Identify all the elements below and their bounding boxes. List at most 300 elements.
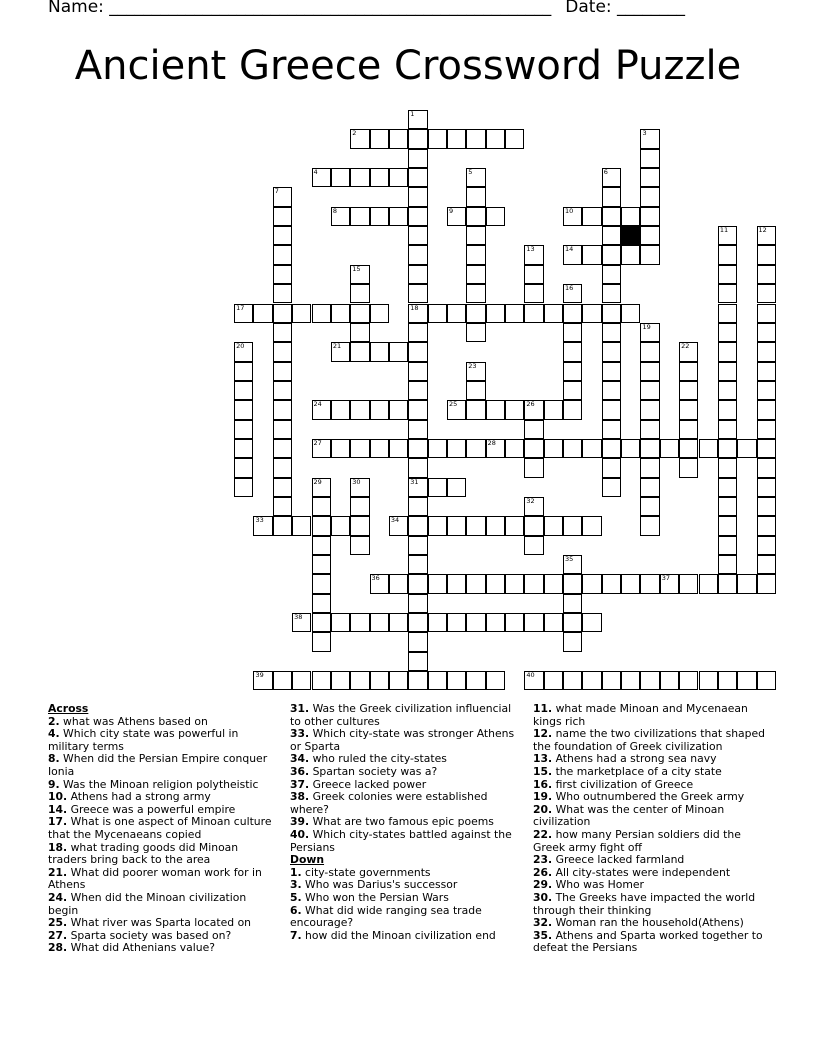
- grid-cell[interactable]: [466, 245, 485, 264]
- grid-cell[interactable]: [389, 342, 408, 361]
- grid-cell[interactable]: [466, 362, 485, 381]
- grid-cell[interactable]: [370, 342, 389, 361]
- grid-cell[interactable]: [544, 304, 563, 323]
- grid-cell[interactable]: [563, 632, 582, 651]
- grid-cell[interactable]: [389, 439, 408, 458]
- grid-cell[interactable]: [428, 613, 447, 632]
- grid-cell[interactable]: [621, 207, 640, 226]
- grid-cell[interactable]: [679, 381, 698, 400]
- grid-cell[interactable]: [640, 323, 659, 342]
- grid-cell[interactable]: [273, 400, 292, 419]
- grid-cell[interactable]: [640, 497, 659, 516]
- grid-cell[interactable]: [524, 400, 543, 419]
- grid-cell[interactable]: [563, 574, 582, 593]
- grid-cell[interactable]: [486, 671, 505, 690]
- grid-cell[interactable]: [640, 400, 659, 419]
- name-field[interactable]: Name: ____________________________________________________: [48, 0, 552, 17]
- grid-cell[interactable]: [718, 362, 737, 381]
- grid-cell[interactable]: [640, 362, 659, 381]
- grid-cell[interactable]: [602, 226, 621, 245]
- grid-cell[interactable]: [312, 516, 331, 535]
- grid-cell[interactable]: [389, 129, 408, 148]
- grid-cell[interactable]: [602, 362, 621, 381]
- grid-cell[interactable]: [389, 207, 408, 226]
- grid-cell[interactable]: [718, 400, 737, 419]
- grid-cell[interactable]: [350, 129, 369, 148]
- grid-cell[interactable]: [544, 574, 563, 593]
- grid-cell[interactable]: [466, 226, 485, 245]
- grid-cell[interactable]: [408, 245, 427, 264]
- grid-cell[interactable]: [273, 420, 292, 439]
- grid-cell[interactable]: [602, 168, 621, 187]
- grid-cell[interactable]: [331, 439, 350, 458]
- grid-cell[interactable]: [273, 187, 292, 206]
- grid-cell[interactable]: [602, 265, 621, 284]
- grid-cell[interactable]: [757, 536, 776, 555]
- grid-cell[interactable]: [370, 129, 389, 148]
- grid-cell[interactable]: [447, 304, 466, 323]
- grid-cell[interactable]: [718, 439, 737, 458]
- grid-cell[interactable]: [312, 439, 331, 458]
- grid-cell[interactable]: [640, 226, 659, 245]
- grid-cell[interactable]: [273, 207, 292, 226]
- grid-cell[interactable]: [544, 613, 563, 632]
- grid-cell[interactable]: [621, 574, 640, 593]
- grid-cell[interactable]: [582, 304, 601, 323]
- grid-cell[interactable]: [447, 478, 466, 497]
- grid-cell[interactable]: [312, 574, 331, 593]
- grid-cell[interactable]: [350, 497, 369, 516]
- grid-cell[interactable]: [408, 439, 427, 458]
- grid-cell[interactable]: [718, 342, 737, 361]
- grid-cell[interactable]: [273, 439, 292, 458]
- grid-cell[interactable]: [563, 362, 582, 381]
- grid-cell[interactable]: [757, 342, 776, 361]
- grid-cell[interactable]: [563, 516, 582, 535]
- grid-cell[interactable]: [757, 458, 776, 477]
- grid-cell[interactable]: [370, 671, 389, 690]
- grid-cell[interactable]: [757, 671, 776, 690]
- grid-cell[interactable]: [408, 536, 427, 555]
- grid-cell[interactable]: [621, 245, 640, 264]
- grid-cell[interactable]: [370, 304, 389, 323]
- grid-cell[interactable]: [312, 555, 331, 574]
- grid-cell[interactable]: [524, 245, 543, 264]
- grid-cell[interactable]: [408, 323, 427, 342]
- grid-cell[interactable]: [679, 671, 698, 690]
- grid-cell[interactable]: [273, 226, 292, 245]
- grid-cell[interactable]: [312, 613, 331, 632]
- grid-cell[interactable]: [466, 613, 485, 632]
- grid-cell[interactable]: [757, 400, 776, 419]
- grid-cell[interactable]: [505, 516, 524, 535]
- grid-cell[interactable]: [350, 323, 369, 342]
- grid-cell[interactable]: [370, 207, 389, 226]
- grid-cell[interactable]: [408, 304, 427, 323]
- grid-cell[interactable]: [563, 400, 582, 419]
- grid-cell[interactable]: [447, 400, 466, 419]
- grid-cell[interactable]: [253, 516, 272, 535]
- grid-cell[interactable]: [273, 245, 292, 264]
- grid-cell[interactable]: [466, 168, 485, 187]
- grid-cell[interactable]: [718, 304, 737, 323]
- grid-cell[interactable]: [524, 304, 543, 323]
- grid-cell[interactable]: [370, 613, 389, 632]
- grid-cell[interactable]: [428, 304, 447, 323]
- grid-cell[interactable]: [699, 574, 718, 593]
- grid-cell[interactable]: [389, 516, 408, 535]
- grid-cell[interactable]: [234, 478, 253, 497]
- grid-cell[interactable]: [408, 671, 427, 690]
- grid-cell[interactable]: [408, 516, 427, 535]
- grid-cell[interactable]: [331, 342, 350, 361]
- grid-cell[interactable]: [466, 574, 485, 593]
- grid-cell[interactable]: [602, 381, 621, 400]
- grid-cell[interactable]: [640, 458, 659, 477]
- grid-cell[interactable]: [273, 516, 292, 535]
- grid-cell[interactable]: [621, 304, 640, 323]
- grid-cell[interactable]: [640, 187, 659, 206]
- grid-cell[interactable]: [679, 342, 698, 361]
- grid-cell[interactable]: [408, 362, 427, 381]
- grid-cell[interactable]: [718, 265, 737, 284]
- grid-cell[interactable]: [370, 168, 389, 187]
- grid-cell[interactable]: [486, 207, 505, 226]
- grid-cell[interactable]: [582, 207, 601, 226]
- grid-cell[interactable]: [757, 265, 776, 284]
- grid-cell[interactable]: [757, 420, 776, 439]
- grid-cell[interactable]: [273, 342, 292, 361]
- grid-cell[interactable]: [640, 381, 659, 400]
- grid-cell[interactable]: [408, 129, 427, 148]
- grid-cell[interactable]: [563, 671, 582, 690]
- grid-cell[interactable]: [466, 439, 485, 458]
- grid-cell[interactable]: [718, 555, 737, 574]
- grid-cell[interactable]: [505, 400, 524, 419]
- grid-cell[interactable]: [544, 671, 563, 690]
- grid-cell[interactable]: [563, 323, 582, 342]
- grid-cell[interactable]: [273, 458, 292, 477]
- grid-cell[interactable]: [563, 594, 582, 613]
- grid-cell[interactable]: [524, 671, 543, 690]
- grid-cell[interactable]: [408, 652, 427, 671]
- grid-cell[interactable]: [582, 613, 601, 632]
- grid-cell[interactable]: [757, 574, 776, 593]
- grid-cell[interactable]: [350, 478, 369, 497]
- grid-cell[interactable]: [699, 671, 718, 690]
- grid-cell[interactable]: [718, 536, 737, 555]
- grid-cell[interactable]: [640, 420, 659, 439]
- grid-cell[interactable]: [428, 129, 447, 148]
- grid-cell[interactable]: [718, 574, 737, 593]
- grid-cell[interactable]: [428, 516, 447, 535]
- grid-cell[interactable]: [312, 497, 331, 516]
- grid-cell[interactable]: [370, 400, 389, 419]
- grid-cell[interactable]: [331, 168, 350, 187]
- grid-cell[interactable]: [408, 207, 427, 226]
- grid-cell[interactable]: [757, 555, 776, 574]
- grid-cell[interactable]: [389, 168, 408, 187]
- grid-cell[interactable]: [234, 304, 253, 323]
- grid-cell[interactable]: [234, 342, 253, 361]
- grid-cell[interactable]: [718, 381, 737, 400]
- grid-cell[interactable]: [524, 458, 543, 477]
- grid-cell[interactable]: [640, 149, 659, 168]
- grid-cell[interactable]: [679, 439, 698, 458]
- grid-cell[interactable]: [563, 207, 582, 226]
- grid-cell[interactable]: [253, 671, 272, 690]
- grid-cell[interactable]: [428, 671, 447, 690]
- grid-cell[interactable]: [447, 516, 466, 535]
- grid-cell[interactable]: [757, 245, 776, 264]
- grid-cell[interactable]: [389, 613, 408, 632]
- grid-cell[interactable]: [757, 226, 776, 245]
- grid-cell[interactable]: [312, 536, 331, 555]
- grid-cell[interactable]: [757, 439, 776, 458]
- grid-cell[interactable]: [640, 671, 659, 690]
- grid-cell[interactable]: [737, 439, 756, 458]
- grid-cell[interactable]: [370, 439, 389, 458]
- grid-cell[interactable]: [273, 478, 292, 497]
- grid-cell[interactable]: [563, 555, 582, 574]
- grid-cell[interactable]: [563, 381, 582, 400]
- grid-cell[interactable]: [331, 516, 350, 535]
- grid-cell[interactable]: [486, 304, 505, 323]
- grid-cell[interactable]: [292, 613, 311, 632]
- grid-cell[interactable]: [486, 129, 505, 148]
- grid-cell[interactable]: [582, 671, 601, 690]
- grid-cell[interactable]: [408, 284, 427, 303]
- grid-cell[interactable]: [602, 284, 621, 303]
- grid-cell[interactable]: [640, 129, 659, 148]
- grid-cell[interactable]: [718, 226, 737, 245]
- grid-cell[interactable]: [679, 574, 698, 593]
- grid-cell[interactable]: [466, 323, 485, 342]
- grid-cell[interactable]: [660, 574, 679, 593]
- grid-cell[interactable]: [466, 265, 485, 284]
- grid-cell[interactable]: [660, 439, 679, 458]
- grid-cell[interactable]: [350, 439, 369, 458]
- grid-cell[interactable]: [486, 613, 505, 632]
- grid-cell[interactable]: [621, 671, 640, 690]
- grid-cell[interactable]: [524, 439, 543, 458]
- grid-cell[interactable]: [718, 458, 737, 477]
- grid-cell[interactable]: [408, 149, 427, 168]
- grid-cell[interactable]: [602, 478, 621, 497]
- grid-cell[interactable]: [602, 187, 621, 206]
- grid-cell[interactable]: [408, 555, 427, 574]
- grid-cell[interactable]: [408, 381, 427, 400]
- grid-cell[interactable]: [718, 420, 737, 439]
- grid-cell[interactable]: [234, 420, 253, 439]
- grid-cell[interactable]: [757, 478, 776, 497]
- grid-cell[interactable]: [312, 632, 331, 651]
- grid-cell[interactable]: [408, 613, 427, 632]
- grid-cell[interactable]: [466, 400, 485, 419]
- grid-cell[interactable]: [234, 439, 253, 458]
- grid-cell[interactable]: [408, 265, 427, 284]
- grid-cell[interactable]: [408, 478, 427, 497]
- grid-cell[interactable]: [602, 671, 621, 690]
- grid-cell[interactable]: [718, 245, 737, 264]
- grid-cell[interactable]: [544, 516, 563, 535]
- grid-cell[interactable]: [428, 478, 447, 497]
- grid-cell[interactable]: [408, 342, 427, 361]
- grid-cell[interactable]: [505, 613, 524, 632]
- grid-cell[interactable]: [718, 671, 737, 690]
- grid-cell[interactable]: [408, 187, 427, 206]
- grid-cell[interactable]: [312, 671, 331, 690]
- grid-cell[interactable]: [466, 187, 485, 206]
- grid-cell[interactable]: [389, 400, 408, 419]
- grid-cell[interactable]: [486, 574, 505, 593]
- date-field[interactable]: Date: ________: [565, 0, 686, 17]
- grid-cell[interactable]: [428, 574, 447, 593]
- grid-cell[interactable]: [757, 284, 776, 303]
- grid-cell[interactable]: [466, 304, 485, 323]
- grid-cell[interactable]: [640, 168, 659, 187]
- grid-cell[interactable]: [640, 516, 659, 535]
- grid-cell[interactable]: [621, 439, 640, 458]
- grid-cell[interactable]: [273, 265, 292, 284]
- grid-cell[interactable]: [273, 381, 292, 400]
- grid-cell[interactable]: [234, 381, 253, 400]
- grid-cell[interactable]: [524, 497, 543, 516]
- grid-cell[interactable]: [505, 129, 524, 148]
- grid-cell[interactable]: [408, 400, 427, 419]
- grid-cell[interactable]: [447, 129, 466, 148]
- grid-cell[interactable]: [505, 439, 524, 458]
- grid-cell[interactable]: [331, 613, 350, 632]
- grid-cell[interactable]: [350, 168, 369, 187]
- grid-cell[interactable]: [486, 439, 505, 458]
- grid-cell[interactable]: [640, 478, 659, 497]
- grid-cell[interactable]: [350, 671, 369, 690]
- grid-cell[interactable]: [757, 516, 776, 535]
- grid-cell[interactable]: [602, 574, 621, 593]
- grid-cell[interactable]: [466, 671, 485, 690]
- grid-cell[interactable]: [273, 323, 292, 342]
- grid-cell[interactable]: [718, 497, 737, 516]
- grid-cell[interactable]: [350, 342, 369, 361]
- grid-cell[interactable]: [253, 304, 272, 323]
- grid-cell[interactable]: [408, 226, 427, 245]
- grid-cell[interactable]: [737, 671, 756, 690]
- grid-cell[interactable]: [679, 458, 698, 477]
- grid-cell[interactable]: [757, 304, 776, 323]
- grid-cell[interactable]: [447, 439, 466, 458]
- grid-cell[interactable]: [331, 671, 350, 690]
- grid-cell[interactable]: [331, 207, 350, 226]
- grid-cell[interactable]: [602, 245, 621, 264]
- grid-cell[interactable]: [524, 613, 543, 632]
- grid-cell[interactable]: [312, 400, 331, 419]
- grid-cell[interactable]: [718, 284, 737, 303]
- grid-cell[interactable]: [350, 284, 369, 303]
- grid-cell[interactable]: [350, 516, 369, 535]
- grid-cell[interactable]: [505, 304, 524, 323]
- grid-cell[interactable]: [350, 207, 369, 226]
- grid-cell[interactable]: [563, 284, 582, 303]
- grid-cell[interactable]: [679, 400, 698, 419]
- grid-cell[interactable]: [524, 516, 543, 535]
- grid-cell[interactable]: [408, 497, 427, 516]
- grid-cell[interactable]: [234, 362, 253, 381]
- grid-cell[interactable]: [447, 613, 466, 632]
- grid-cell[interactable]: [640, 439, 659, 458]
- grid-cell[interactable]: [563, 439, 582, 458]
- grid-cell[interactable]: [292, 671, 311, 690]
- grid-cell[interactable]: [350, 265, 369, 284]
- grid-cell[interactable]: [408, 458, 427, 477]
- grid-cell[interactable]: [602, 323, 621, 342]
- grid-cell[interactable]: [466, 129, 485, 148]
- grid-cell[interactable]: [679, 362, 698, 381]
- grid-cell[interactable]: [757, 497, 776, 516]
- grid-cell[interactable]: [640, 574, 659, 593]
- grid-cell[interactable]: [350, 400, 369, 419]
- grid-cell[interactable]: [370, 574, 389, 593]
- grid-cell[interactable]: [331, 400, 350, 419]
- grid-cell[interactable]: [447, 207, 466, 226]
- grid-cell[interactable]: [602, 420, 621, 439]
- grid-cell[interactable]: [757, 323, 776, 342]
- grid-cell[interactable]: [718, 323, 737, 342]
- grid-cell[interactable]: [428, 439, 447, 458]
- grid-cell[interactable]: [563, 245, 582, 264]
- grid-cell[interactable]: [582, 574, 601, 593]
- grid-cell[interactable]: [312, 168, 331, 187]
- grid-cell[interactable]: [312, 304, 331, 323]
- grid-cell[interactable]: [273, 304, 292, 323]
- grid-cell[interactable]: [466, 284, 485, 303]
- grid-cell[interactable]: [524, 420, 543, 439]
- grid-cell[interactable]: [524, 284, 543, 303]
- grid-cell[interactable]: [273, 362, 292, 381]
- grid-cell[interactable]: [602, 207, 621, 226]
- grid-cell[interactable]: [408, 594, 427, 613]
- grid-cell[interactable]: [582, 516, 601, 535]
- grid-cell[interactable]: [292, 304, 311, 323]
- grid-cell[interactable]: [389, 671, 408, 690]
- grid-cell[interactable]: [273, 284, 292, 303]
- grid-cell[interactable]: [408, 632, 427, 651]
- grid-cell[interactable]: [273, 671, 292, 690]
- grid-cell[interactable]: [466, 207, 485, 226]
- grid-cell[interactable]: [447, 574, 466, 593]
- grid-cell[interactable]: [737, 574, 756, 593]
- grid-cell[interactable]: [563, 613, 582, 632]
- grid-cell[interactable]: [640, 245, 659, 264]
- grid-cell[interactable]: [350, 304, 369, 323]
- grid-cell[interactable]: [408, 168, 427, 187]
- grid-cell[interactable]: [582, 439, 601, 458]
- grid-cell[interactable]: [524, 536, 543, 555]
- grid-cell[interactable]: [602, 304, 621, 323]
- grid-cell[interactable]: [640, 207, 659, 226]
- grid-cell[interactable]: [582, 245, 601, 264]
- grid-cell[interactable]: [466, 381, 485, 400]
- grid-cell[interactable]: [602, 342, 621, 361]
- grid-cell[interactable]: [408, 420, 427, 439]
- grid-cell[interactable]: [466, 516, 485, 535]
- grid-cell[interactable]: [234, 400, 253, 419]
- grid-cell[interactable]: [524, 265, 543, 284]
- grid-cell[interactable]: [350, 536, 369, 555]
- grid-cell[interactable]: [408, 110, 427, 129]
- grid-cell[interactable]: [234, 458, 253, 477]
- grid-cell[interactable]: [273, 497, 292, 516]
